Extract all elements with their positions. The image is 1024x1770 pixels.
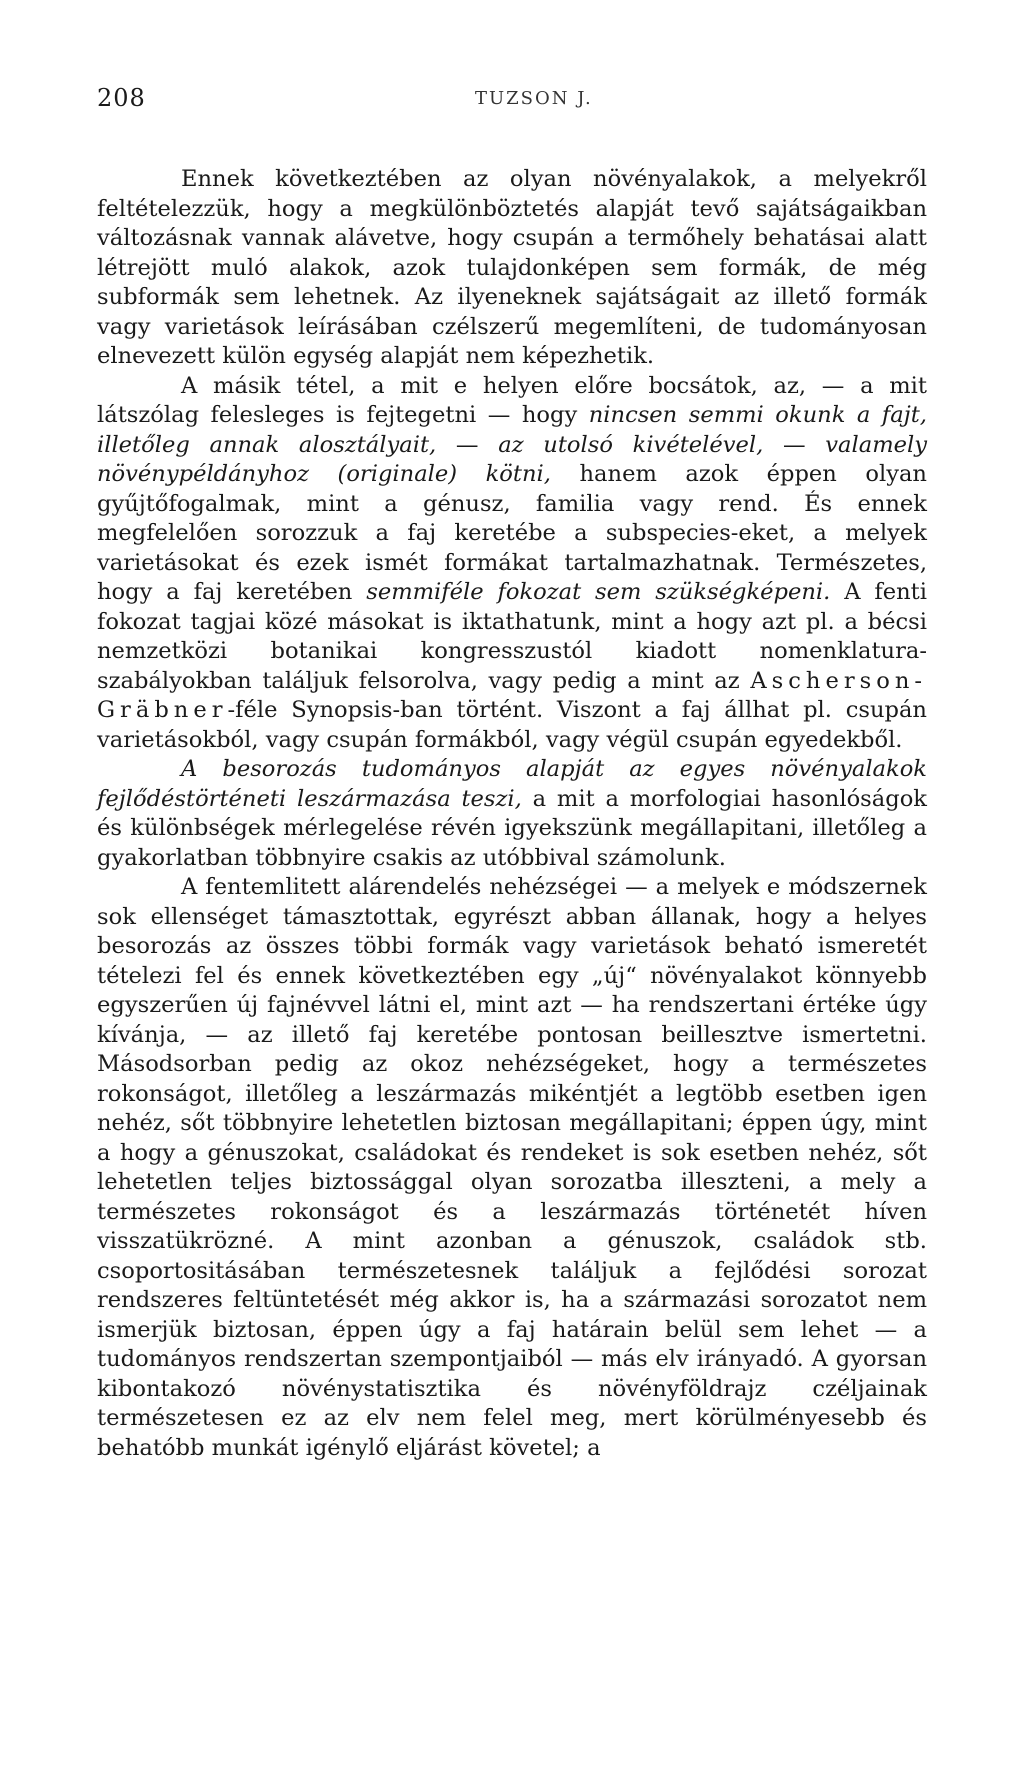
paragraph: [97, 755, 927, 873]
text-run: —: [436, 431, 499, 458]
paragraph: [97, 165, 927, 372]
text-run: A fenti fokozat tagjai közé másokat is iktathatunk, mint a hogy azt pl. a bécsi nemzetközi botanikai kongresszustól kiadott nomenklatura-szabályokban találjuk felsorolva, vagy pedig a mint az: [97, 579, 927, 694]
text-run: —: [763, 431, 826, 458]
italic-phrase: A besorozás tudományos alapját az egyes növényalakok fejlődéstörténeti leszármazása teszi,: [97, 756, 927, 812]
page-number: 208: [97, 84, 146, 112]
running-head: TUZSON J.: [475, 88, 593, 109]
text-run: -féle Synopsis-ban történt. Viszont a faj állhat pl. csupán varietásokból, vagy csupán formákból, vagy végül csupán egyedekből.: [97, 697, 927, 753]
spaced-name: Ascherson-Gräbner: [97, 667, 927, 723]
paragraph: [97, 873, 927, 1463]
text-run: a mit a morfologiai hasonlóságok és különbségek mérlegelése révén igyekszünk megállapitani, illetőleg a gyakorlatban többnyire csakis az utóbbival számolunk.: [97, 785, 927, 871]
page-header: [97, 84, 927, 116]
text-run: Ennek következtében az olyan növényalakok, a melyekről feltételezzük, hogy a megkülönböztetés alapját tevő sajátságaikban változásnak vannak alávetve, hogy csupán a termőhely behatásai alatt létrejött muló alakok, azok tulajdonképen sem formák, de még subformák sem lehetnek. Az ilyeneknek sajátságait az illető formák vagy varietások leírásában czélszerű megemlíteni, de tudományosan elnevezett külön egység alapját nem képezhetik.: [97, 166, 927, 369]
body-text: [97, 165, 927, 1463]
paragraph: [97, 372, 927, 756]
text-run: A fentemlitett alárendelés nehézségei — a melyek e módszernek sok ellenséget támasztottak, egyrészt abban állanak, hogy a helyes besorozás az összes többi formák vagy varietások beható ismeretét tételezi fel és ennek következtében egy „új“ növényalakot könnyebb egyszerűen új fajnévvel látni el, mint azt — ha rendszertani értéke úgy kívánja, — az illető faj keretébe pontosan beillesztve ismertetni. Másodsorban pedig az okoz nehézségeket, hogy a természetes rokonságot, illetőleg a leszármazás mikéntjét a legtöbb esetben igen nehéz, sőt többnyire lehetetlen biztosan megállapitani; éppen úgy, mint a hogy a génuszokat, családokat és rendeket is sok esetben nehéz, sőt lehetetlen teljes biztossággal olyan sorozatba illeszteni, a mely a természetes rokonságot és a leszármazás történetét híven visszatükrözné. A mint azonban a génuszok, családok stb. csoportositásában természetesnek találjuk a fejlődési sorozat rendszeres feltüntetését még akkor is, ha a származási sorozatot nem ismerjük biztosan, éppen úgy a faj határain belül sem lehet — a tudományos rendszertan szempontjaiból — más elv irányadó. A gyorsan kibontakozó növénystatisztika és növényföldrajz czéljainak természetesen ez az elv nem felel meg, mert körülményesebb és behatóbb munkát igénylő eljárást követel; a: [97, 874, 927, 1461]
italic-phrase: valamely növénypéldányhoz (originale) kötni,: [97, 431, 928, 487]
text-run: hanem azok éppen olyan gyűjtőfogalmak, mint a génusz, familia vagy rend. És ennek megfelelően sorozzuk a faj keretébe a subspecies-eket, a melyek varietásokat és ezek ismét formákat tartalmazhatnak. Természetes, hogy a faj keretében: [97, 461, 927, 605]
italic-phrase: az utolsó kivételével,: [498, 431, 764, 458]
italic-phrase: semmiféle fokozat sem szükségképeni.: [366, 579, 831, 605]
italic-phrase: nincsen semmi okunk a fajt, illetőleg annak alosztályait,: [97, 402, 927, 458]
text-run: A másik tétel, a mit e helyen előre bocsátok, az, — a mit látszólag felesleges is fejtegetni — hogy: [97, 372, 927, 428]
